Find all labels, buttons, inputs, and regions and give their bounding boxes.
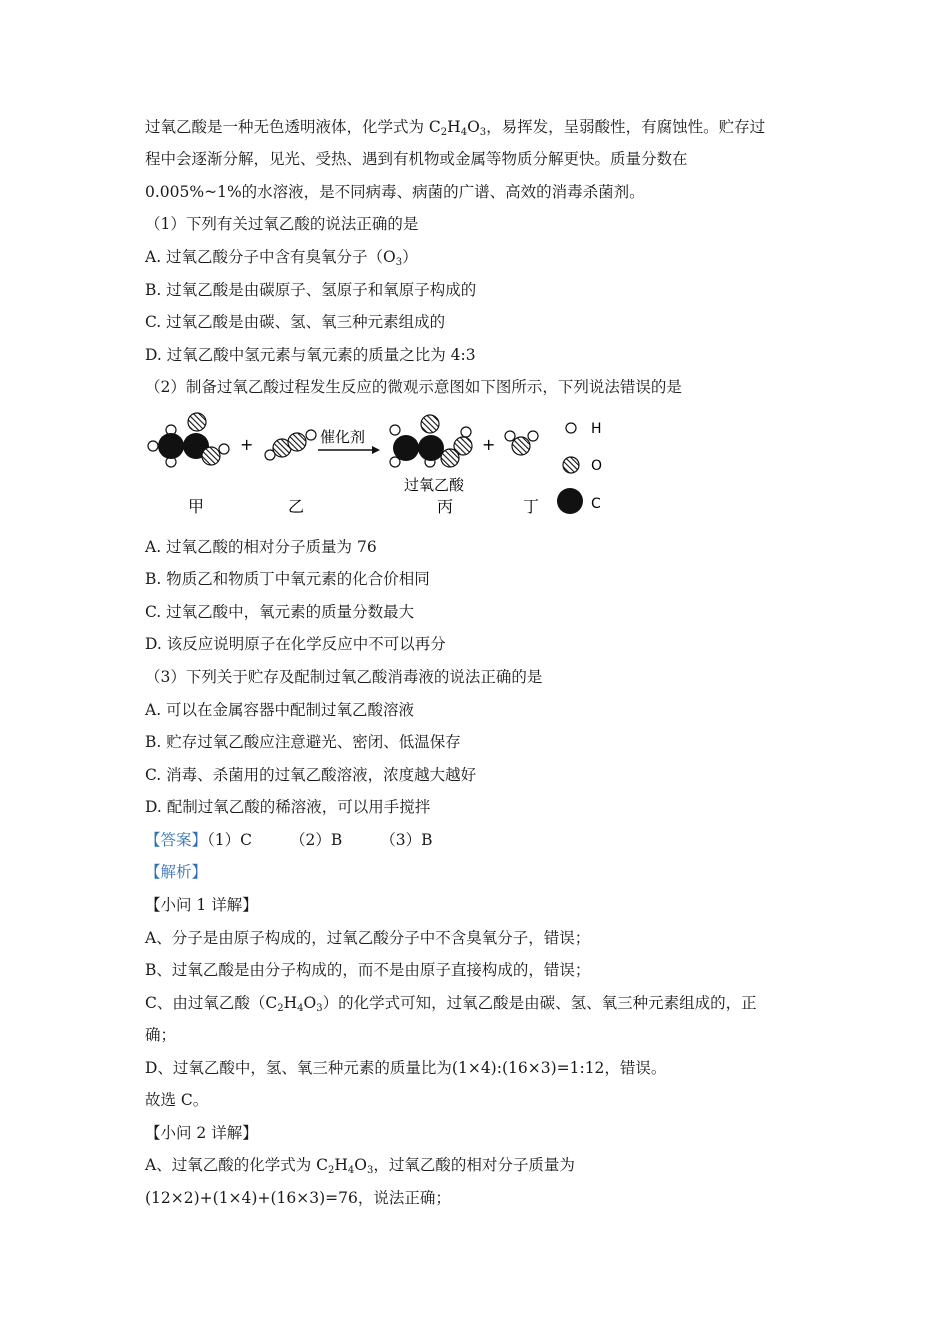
intro-line-2: 程中会逐渐分解，见光、受热、遇到有机物或金属等物质分解更快。质量分数在	[145, 150, 688, 168]
legend	[557, 421, 602, 514]
sub2-heading: 【小问 2 详解】	[145, 1124, 258, 1142]
q1-option-a: A. 过氧乙酸分子中含有臭氧分子$(O_3)$	[145, 248, 418, 268]
q3-option-c: C. 消毒、杀菌用的过氧乙酸溶液，浓度越大越好	[145, 766, 477, 784]
answer-tag: 【答案】	[145, 831, 208, 849]
molecule-ding	[505, 431, 538, 455]
q1-stem: （1）下列有关过氧乙酸的说法正确的是	[145, 215, 419, 233]
reaction-diagram	[140, 412, 620, 522]
label-ding: 丁	[523, 497, 540, 516]
sub1-b: B、过氧乙酸是由分子构成的，而不是由原子直接构成的，错误；	[145, 961, 591, 979]
legend-o: O	[591, 458, 603, 474]
q2-stem: （2）制备过氧乙酸过程发生反应的微观示意图如下图所示，下列说法错误的是	[145, 378, 682, 396]
intro-line-1: 过氧乙酸是一种无色透明液体，化学式为 $C_2H_4O_3$，易挥发，呈弱酸性，有腐蚀性。贮存过	[145, 118, 766, 138]
q3-option-a: A. 可以在金属容器中配制过氧乙酸溶液	[145, 701, 415, 719]
q3-option-d: D. 配制过氧乙酸的稀溶液，可以用手搅拌	[145, 798, 431, 816]
q2-option-a: A. 过氧乙酸的相对分子质量为 76	[145, 538, 377, 556]
sub1-d: D、过氧乙酸中，氢、氧三种元素的质量比为(1×4):(16×3)=1:12，错误。	[145, 1059, 667, 1077]
molecule-jia	[148, 413, 229, 467]
label-bing: 丙	[437, 497, 454, 516]
label-yi: 乙	[288, 497, 305, 516]
q3-stem: （3）下列关于贮存及配制过氧乙酸消毒液的说法正确的是	[145, 668, 543, 686]
plus-2: +	[482, 435, 496, 454]
molecule-yi	[265, 430, 316, 460]
sub1-a: A、分子是由原子构成的，过氧乙酸分子中不含臭氧分子，错误；	[145, 929, 591, 947]
catalyst-label: 催化剂	[320, 428, 366, 446]
q2-option-d: D. 该反应说明原子在化学反应中不可以再分	[145, 635, 446, 653]
q1-option-c: C. 过氧乙酸是由碳、氢、氧三种元素组成的	[145, 313, 446, 331]
plus-1: +	[240, 435, 254, 454]
legend-c: C	[591, 496, 601, 512]
q1-option-d: D. 过氧乙酸中氢元素与氧元素的质量之比为 4:3	[145, 346, 476, 364]
q2-option-b: B. 物质乙和物质丁中氧元素的化合价相同	[145, 570, 430, 588]
q2-option-c: C. 过氧乙酸中，氧元素的质量分数最大	[145, 603, 415, 621]
analysis-tag: 【解析】	[145, 863, 208, 881]
molecule-bing	[390, 415, 472, 467]
intro-line-3: 0.005%~1%的水溶液，是不同病毒、病菌的广谱、高效的消毒杀菌剂。	[145, 183, 645, 201]
sub1-heading: 【小问 1 详解】	[145, 896, 258, 914]
sub2-a: A、过氧乙酸的化学式为 $C_2H_4O_3$，过氧乙酸的相对分子质量为	[145, 1156, 575, 1176]
product-name: 过氧乙酸	[404, 476, 465, 494]
sub2-b: (12×2)+(1×4)+(16×3)=76，说法正确；	[145, 1189, 451, 1207]
q3-option-b: B. 贮存过氧乙酸应注意避光、密闭、低温保存	[145, 733, 461, 751]
legend-h: H	[591, 421, 602, 437]
label-jia: 甲	[188, 497, 205, 516]
sub1-e: 故选 C。	[145, 1091, 209, 1109]
q1-option-b: B. 过氧乙酸是由碳原子、氢原子和氧原子构成的	[145, 281, 477, 299]
sub1-c: C、由过氧乙酸$(C_2H_4O_3)$的化学式可知，过氧乙酸是由碳、氢、氧三种元素组成的，正	[145, 994, 757, 1014]
sub1-c2: 确；	[145, 1026, 177, 1044]
answer-line: 【答案】（1）C （2）B （3）B	[145, 831, 433, 849]
